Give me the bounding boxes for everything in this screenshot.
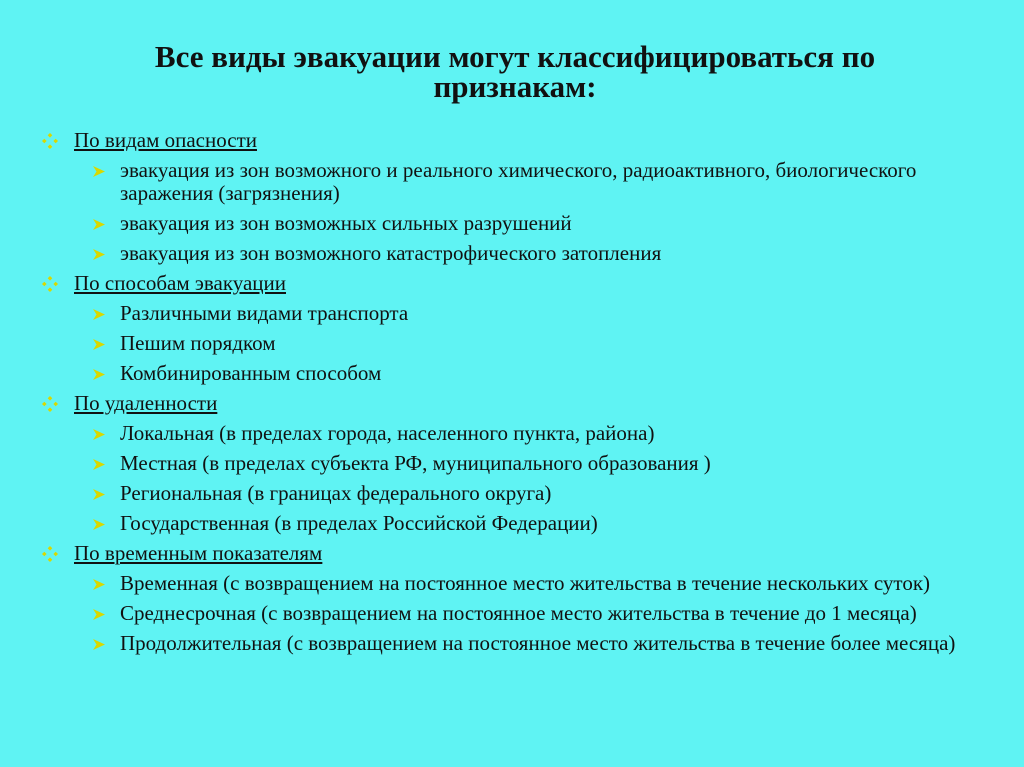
- section-time-indicators: [40, 542, 1000, 655]
- list-item: [40, 482, 1000, 505]
- section-heading: [40, 392, 1000, 415]
- slide-content: [40, 129, 1000, 662]
- arrow-bullet-icon: [92, 248, 106, 261]
- list-item: [40, 332, 1000, 355]
- list-item-text: Временная (с возвращением на постоянное место жительства в течение нескольких суток): [120, 571, 931, 595]
- list-item-text: эвакуация из зон возможного и реального химического, радиоактивного, биологического заражения (загрязнения): [120, 158, 917, 205]
- arrow-bullet-icon: [92, 218, 106, 231]
- section-heading: [40, 272, 1000, 295]
- section-items: [40, 422, 1000, 535]
- section-items: [40, 302, 1000, 385]
- list-item-text: Региональная (в границах федерального округа): [120, 481, 552, 505]
- list-item-text: Комбинированным способом: [120, 361, 382, 385]
- diamond-bullet-icon: [42, 546, 58, 562]
- list-item-text: Локальная (в пределах города, населенного пункта, района): [120, 421, 655, 445]
- list-item: [40, 602, 1000, 625]
- arrow-bullet-icon: [92, 165, 106, 178]
- section-label: По временным показателям: [74, 541, 323, 565]
- diamond-bullet-icon: [42, 276, 58, 292]
- diamond-bullet-icon: [42, 133, 58, 149]
- arrow-bullet-icon: [92, 368, 106, 381]
- section-hazard-types: [40, 129, 1000, 265]
- arrow-bullet-icon: [92, 608, 106, 621]
- section-distance: [40, 392, 1000, 535]
- section-heading: [40, 129, 1000, 152]
- list-item: [40, 422, 1000, 445]
- arrow-bullet-icon: [92, 458, 106, 471]
- list-item-text: Продолжительная (с возвращением на постоянное место жительства в течение более месяца): [120, 631, 956, 655]
- list-item: [40, 302, 1000, 325]
- list-item-text: Среднесрочная (с возвращением на постоянное место жительства в течение до 1 месяца): [120, 601, 917, 625]
- list-item: [40, 159, 1000, 205]
- list-item-text: Государственная (в пределах Российской Федерации): [120, 511, 598, 535]
- arrow-bullet-icon: [92, 488, 106, 501]
- arrow-bullet-icon: [92, 338, 106, 351]
- list-item: [40, 632, 1000, 655]
- section-evacuation-methods: [40, 272, 1000, 385]
- list-item: [40, 572, 1000, 595]
- list-item-text: Пешим порядком: [120, 331, 276, 355]
- list-item: [40, 362, 1000, 385]
- arrow-bullet-icon: [92, 308, 106, 321]
- section-label: По способам эвакуации: [74, 271, 286, 295]
- list-item-text: Различными видами транспорта: [120, 301, 409, 325]
- list-item-text: эвакуация из зон возможного катастрофического затопления: [120, 241, 662, 265]
- slide-title: Все виды эвакуации могут классифицироваться по признакам:: [154, 39, 876, 104]
- list-item-text: эвакуация из зон возможных сильных разрушений: [120, 211, 572, 235]
- section-items: [40, 572, 1000, 655]
- arrow-bullet-icon: [92, 518, 106, 531]
- section-items: [40, 159, 1000, 265]
- list-item-text: Местная (в пределах субъекта РФ, муниципального образования ): [120, 451, 711, 475]
- list-item: [40, 452, 1000, 475]
- arrow-bullet-icon: [92, 578, 106, 591]
- arrow-bullet-icon: [92, 428, 106, 441]
- arrow-bullet-icon: [92, 638, 106, 651]
- list-item: [40, 212, 1000, 235]
- section-label: По удаленности: [74, 391, 218, 415]
- section-heading: [40, 542, 1000, 565]
- diamond-bullet-icon: [42, 396, 58, 412]
- list-item: [40, 512, 1000, 535]
- section-label: По видам опасности: [74, 128, 257, 152]
- list-item: [40, 242, 1000, 265]
